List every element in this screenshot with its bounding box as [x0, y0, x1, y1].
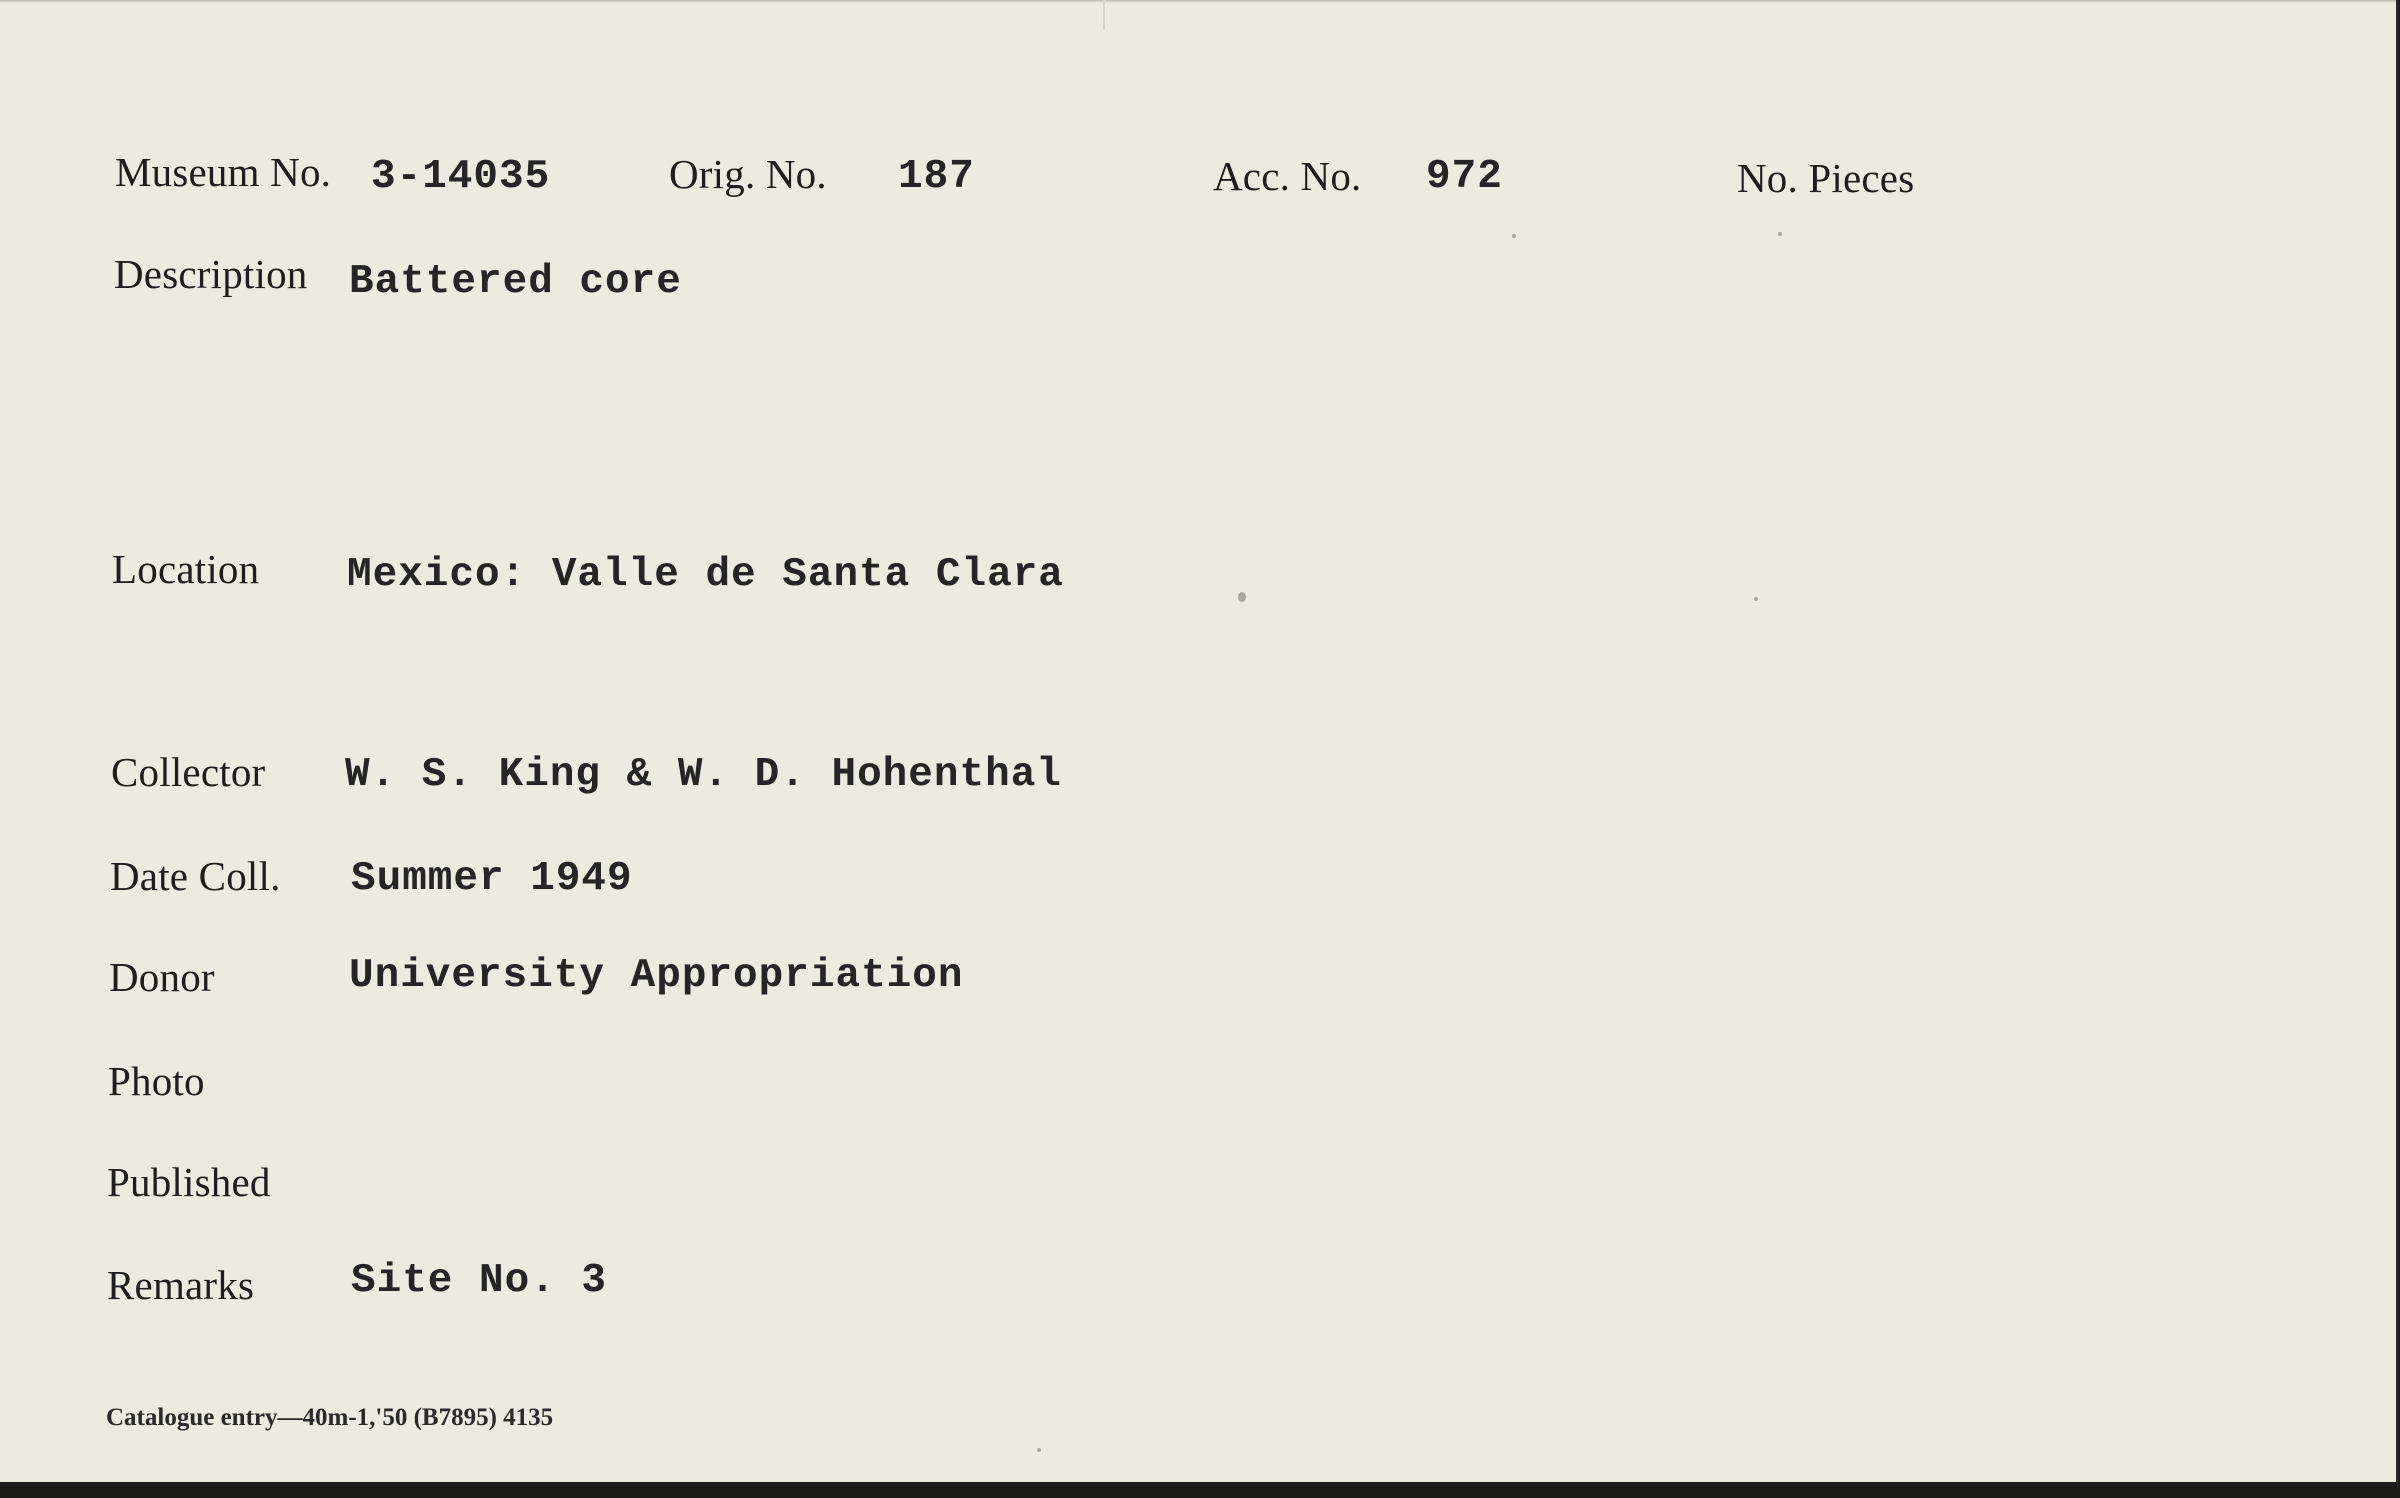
collector-label: Collector [111, 749, 266, 795]
card-crease [1103, 0, 1105, 30]
location-value: Mexico: Valle de Santa Clara [347, 552, 1064, 598]
no-pieces-label: No. Pieces [1737, 155, 1915, 201]
donor-label: Donor [109, 954, 215, 1000]
museum-no-value: 3-14035 [371, 154, 551, 200]
card-top-edge [0, 0, 2396, 3]
paper-speck [1754, 597, 1758, 601]
acc-no-label: Acc. No. [1213, 153, 1362, 199]
description-value: Battered core [349, 259, 682, 305]
paper-speck [1238, 592, 1246, 602]
description-label: Description [114, 251, 308, 297]
museum-no-label: Museum No. [115, 149, 332, 195]
published-label: Published [107, 1159, 271, 1205]
donor-value: University Appropriation [349, 953, 964, 999]
paper-speck [1778, 232, 1782, 236]
catalogue-entry-footer: Catalogue entry—40m-1,'50 (B7895) 4135 [106, 1404, 554, 1431]
remarks-label: Remarks [107, 1262, 255, 1308]
orig-no-label: Orig. No. [669, 151, 827, 197]
orig-no-value: 187 [898, 154, 975, 200]
paper-speck [1512, 234, 1516, 238]
location-label: Location [112, 546, 260, 592]
date-coll-label: Date Coll. [110, 853, 281, 899]
photo-label: Photo [108, 1058, 205, 1104]
collector-value: W. S. King & W. D. Hohenthal [345, 752, 1062, 798]
date-coll-value: Summer 1949 [351, 856, 633, 902]
acc-no-value: 972 [1426, 154, 1503, 200]
paper-speck [1037, 1448, 1041, 1452]
remarks-value: Site No. 3 [351, 1258, 608, 1304]
